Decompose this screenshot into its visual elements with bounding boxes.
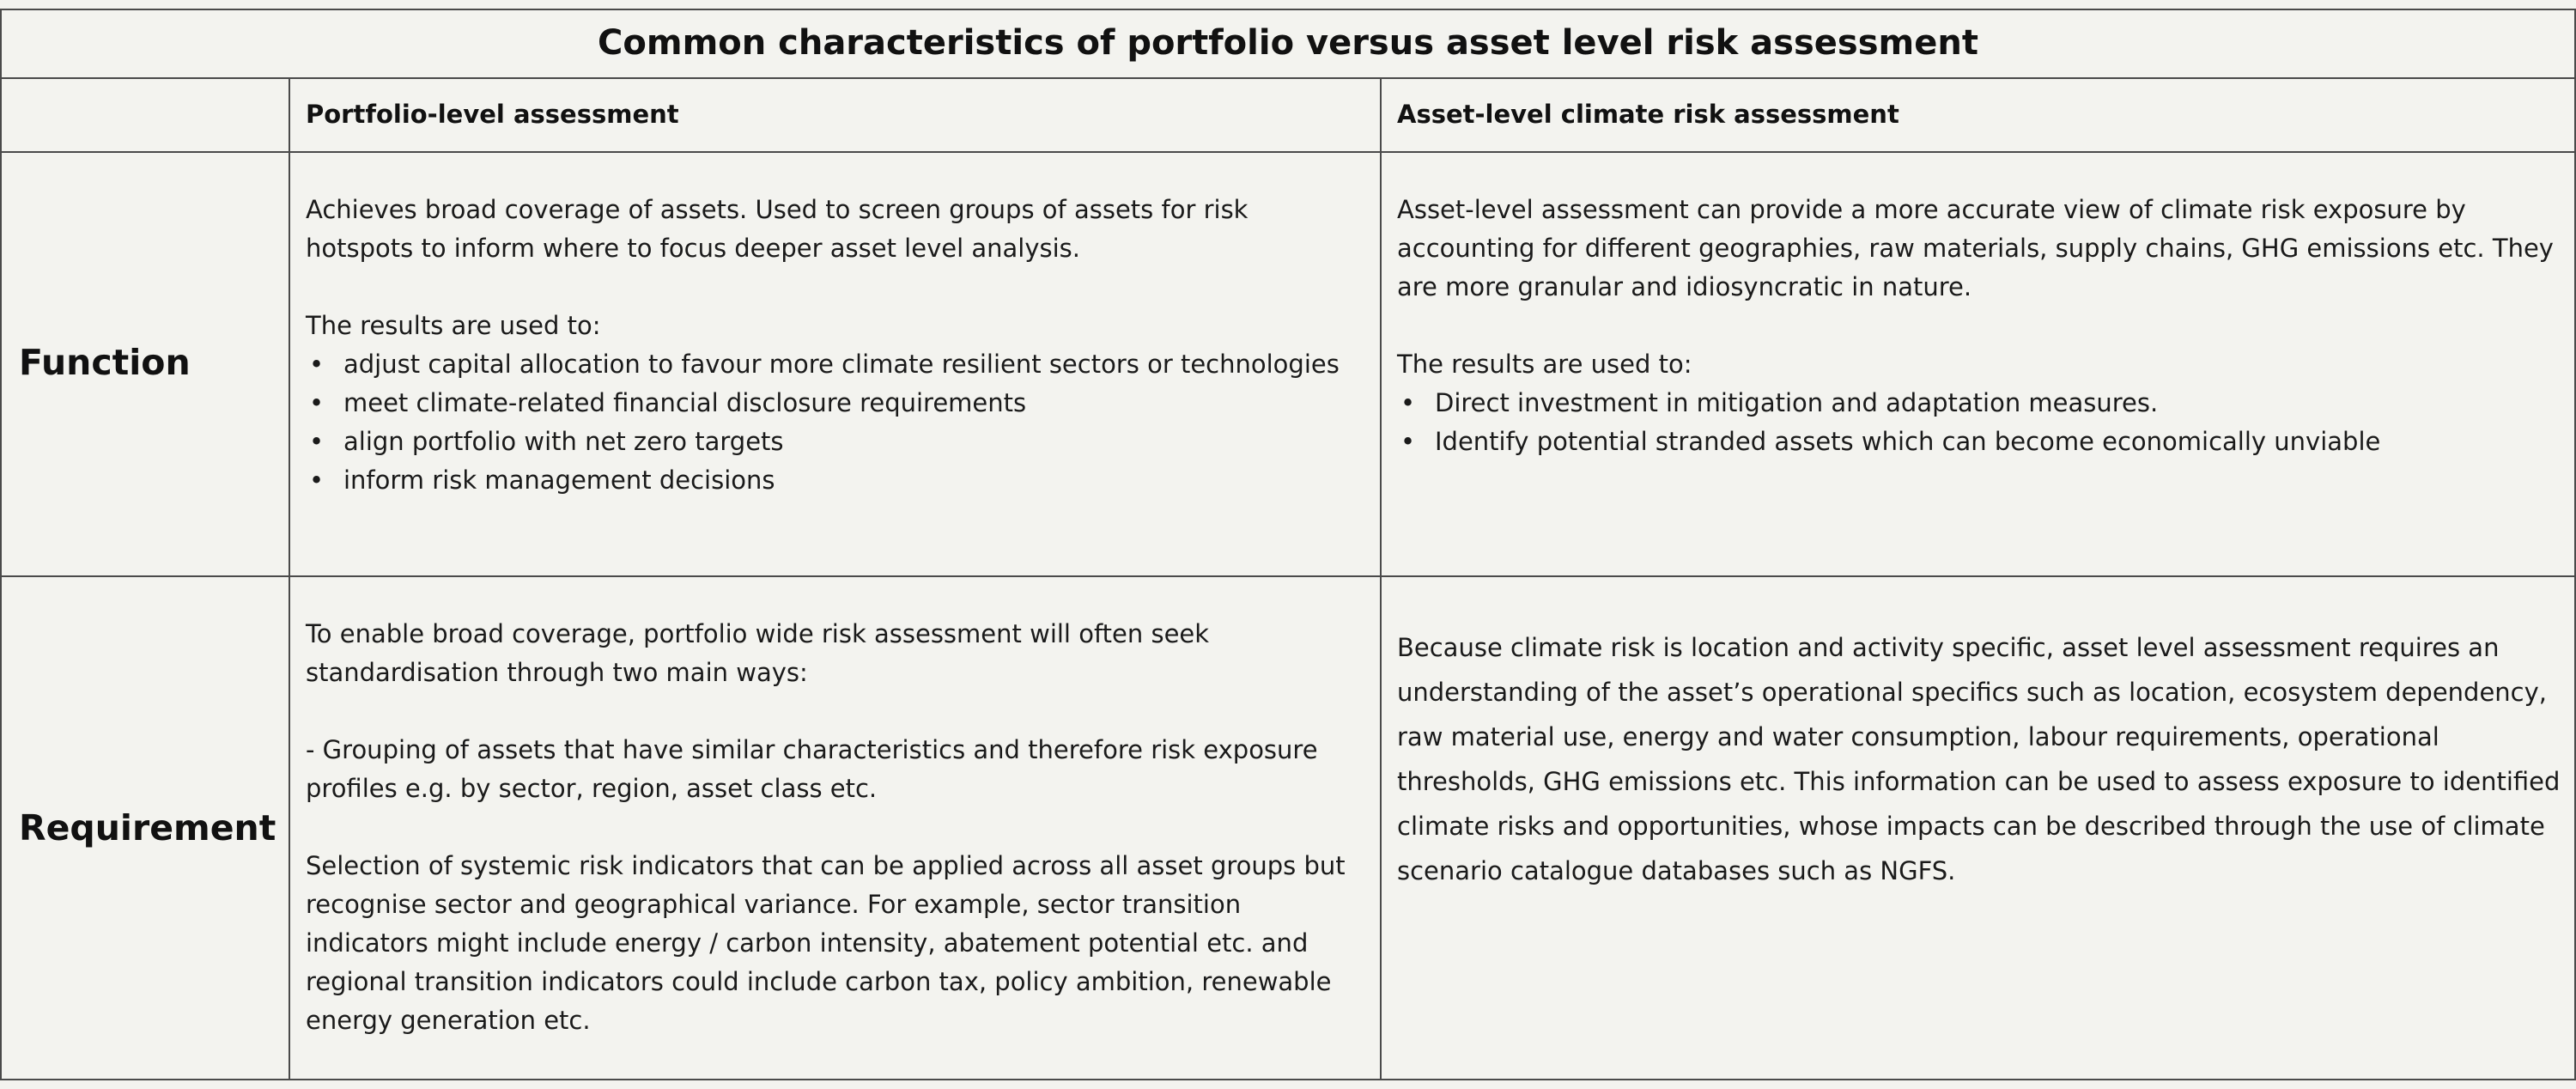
function-portfolio-intro: Achieves broad coverage of assets. Used to screen groups of assets for risk hotspots to inform where to focus deeper asset level analysis. <box>306 195 1249 263</box>
list-item: • meet climate-related financial disclosure requirements <box>306 384 1362 423</box>
table-title: Common characteristics of portfolio versus asset level risk assessment <box>598 23 1978 63</box>
requirement-portfolio-cell <box>306 615 1362 1040</box>
bullet-icon: • <box>309 465 325 495</box>
function-portfolio-results-lead: The results are used to: <box>306 311 601 340</box>
label-column-divider <box>289 77 290 1080</box>
column-header-portfolio: Portfolio-level assessment <box>306 100 679 129</box>
row-label-requirement: Requirement <box>19 807 276 849</box>
function-asset-bullet-list <box>1397 384 2561 461</box>
list-item: • align portfolio with net zero targets <box>306 423 1362 461</box>
header-bottom-border <box>0 151 2576 153</box>
table-top-border <box>0 9 2576 10</box>
requirement-portfolio-p1: To enable broad coverage, portfolio wide risk assessment will often seek standardisation through two main ways: <box>306 619 1210 687</box>
list-item: • adjust capital allocation to favour more climate resilient sectors or technologies <box>306 345 1362 384</box>
list-item: • Identify potential stranded assets which can become economically unviable <box>1397 423 2561 461</box>
function-portfolio-bullet-list <box>306 345 1362 500</box>
requirement-asset-p1: Because climate risk is location and activity specific, asset level assessment requires an understanding of the asset’s operational specifics such as location, ecosystem dependency, raw material use, energy and water consumption, labour requirements, operational thresholds, GHG emissions etc. This information can be used to assess exposure to identified climate risks and opportunities, whose impacts can be described through the use of climate scenario catalogue databases such as NGFS. <box>1397 633 2561 885</box>
table-bottom-border <box>0 1079 2576 1080</box>
title-bottom-border <box>0 77 2576 79</box>
bullet-icon: • <box>1400 427 1416 456</box>
function-row-bottom-border <box>0 575 2576 577</box>
bullet-icon: • <box>1400 388 1416 417</box>
list-item: • inform risk management decisions <box>306 461 1362 500</box>
column-header-asset: Asset-level climate risk assessment <box>1397 100 1899 129</box>
portfolio-column-divider <box>1380 77 1382 1080</box>
bullet-icon: • <box>309 388 325 417</box>
function-asset-results-lead: The results are used to: <box>1397 350 1692 379</box>
requirement-portfolio-p2: - Grouping of assets that have similar characteristics and therefore risk exposure profiles e.g. by sector, region, asset class etc. <box>306 735 1318 803</box>
requirement-asset-cell <box>1397 625 2561 893</box>
bullet-icon: • <box>309 350 325 379</box>
requirement-portfolio-p3: Selection of systemic risk indicators that can be applied across all asset groups but recognise sector and geographical variance. For example, sector transition indicators might include energy / carbon intensity, abatement potential etc. and regional transition indicators could include carbon tax, policy ambition, renewable energy generation etc. <box>306 851 1346 1035</box>
bullet-icon: • <box>309 427 325 456</box>
function-asset-cell <box>1397 191 2561 461</box>
table-left-border <box>0 9 2 1080</box>
function-portfolio-cell <box>306 191 1362 500</box>
row-label-function: Function <box>19 342 191 383</box>
function-asset-intro: Asset-level assessment can provide a more accurate view of climate risk exposure by accounting for different geographies, raw materials, supply chains, GHG emissions etc. They are more granular and idiosyncratic in nature. <box>1397 195 2554 301</box>
list-item: • Direct investment in mitigation and adaptation measures. <box>1397 384 2561 423</box>
